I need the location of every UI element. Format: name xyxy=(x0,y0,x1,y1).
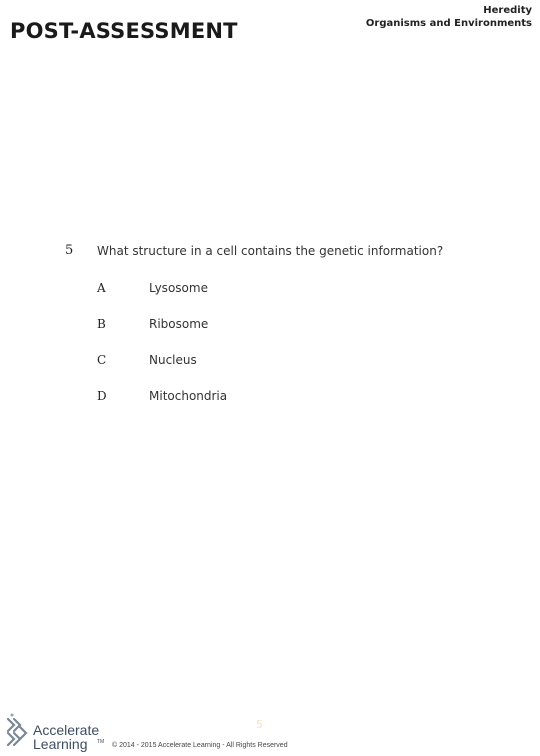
choice-letter: C xyxy=(97,353,107,367)
choice-b[interactable] xyxy=(97,317,397,335)
page-title: POST-ASSESSMENT xyxy=(10,19,238,43)
logo-text-line2: Learning xyxy=(33,736,88,752)
choice-c[interactable] xyxy=(97,353,397,371)
choice-d[interactable] xyxy=(97,389,397,407)
choice-letter: D xyxy=(97,389,107,403)
choice-text: Lysosome xyxy=(149,281,208,295)
accelerate-learning-logo xyxy=(4,711,108,753)
subject-label: Heredity xyxy=(483,5,532,16)
question-text: What structure in a cell contains the genetic information? xyxy=(97,244,444,258)
page-number: 5 xyxy=(256,718,263,731)
choice-a[interactable] xyxy=(97,281,397,299)
header-subject-block xyxy=(366,4,532,30)
logo-mark-icon xyxy=(4,711,32,753)
choice-text: Ribosome xyxy=(149,317,209,331)
choice-letter: A xyxy=(97,281,106,295)
trademark-symbol: TM xyxy=(97,739,105,745)
copyright-notice: © 2014 - 2015 Accelerate Learning - All Rights Reserved xyxy=(112,742,288,749)
choice-text: Mitochondria xyxy=(149,389,228,403)
choice-letter: B xyxy=(97,317,106,331)
question-number: 5 xyxy=(65,243,74,258)
choice-text: Nucleus xyxy=(149,353,197,367)
unit-label: Organisms and Environments xyxy=(365,18,532,29)
logo-text-line1: Accelerate xyxy=(33,722,100,738)
